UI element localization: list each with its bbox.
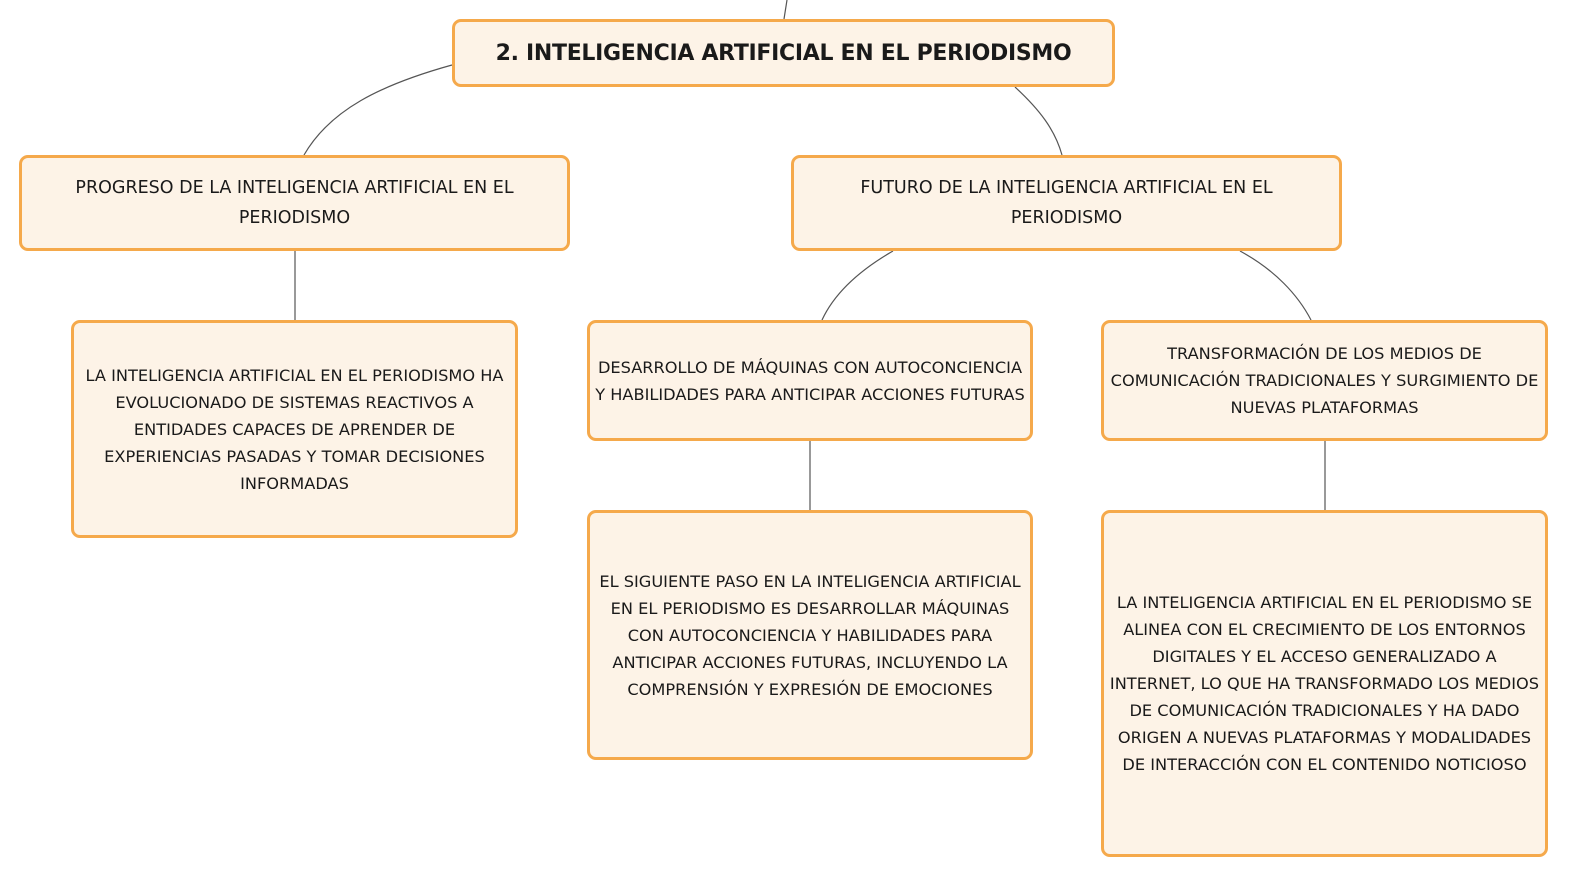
progress-detail-node[interactable] <box>71 320 518 538</box>
connector-parent-to-root <box>784 0 787 19</box>
connector-root-to-future <box>1015 87 1062 155</box>
root-node[interactable] <box>452 19 1115 87</box>
media-detail-node[interactable] <box>1101 510 1548 857</box>
machines-node[interactable] <box>587 320 1033 441</box>
future-node[interactable] <box>791 155 1342 251</box>
progress-detail-label: LA INTELIGENCIA ARTIFICIAL EN EL PERIODISMO HA EVOLUCIONADO DE SISTEMAS REACTIVOS A ENTIDADES CAPACES DE APRENDER DE EXPERIENCIAS PASADAS Y TOMAR DECISIONES INFORMADAS <box>85 365 504 493</box>
media-detail-label: LA INTELIGENCIA ARTIFICIAL EN EL PERIODISMO SE ALINEA CON EL CRECIMIENTO DE LOS ENTORNOS DIGITALES Y EL ACCESO GENERALIZADO A INTERNET, LO QUE HA TRANSFORMADO LOS MEDIOS DE COMUNICACIÓN TRADICIONALES Y HA DADO ORIGEN A NUEVAS PLATAFORMAS Y MODALIDADES DE INTERACCIÓN CON EL CONTENIDO NOTICIOSO <box>1109 593 1540 774</box>
connector-future-to-media <box>1240 251 1311 320</box>
media-node-label: TRANSFORMACIÓN DE LOS MEDIOS DE COMUNICACIÓN TRADICIONALES Y SURGIMIENTO DE NUEVAS PLATAFORMAS <box>1110 344 1539 417</box>
progress-node[interactable] <box>19 155 570 251</box>
machines-detail-node[interactable] <box>587 510 1033 760</box>
media-node[interactable] <box>1101 320 1548 441</box>
future-node-label: FUTURO DE LA INTELIGENCIA ARTIFICIAL EN EL PERIODISMO <box>860 178 1273 228</box>
connector-future-to-machines <box>822 251 893 320</box>
machines-detail-label: EL SIGUIENTE PASO EN LA INTELIGENCIA ARTIFICIAL EN EL PERIODISMO ES DESARROLLAR MÁQUINAS CON AUTOCONCIENCIA Y HABILIDADES PARA ANTICIPAR ACCIONES FUTURAS, INCLUYENDO LA COMPRENSIÓN Y EXPRESIÓN DE EMOCIONES <box>599 571 1021 699</box>
root-node-label: 2. INTELIGENCIA ARTIFICIAL EN EL PERIODISMO <box>495 40 1072 66</box>
connector-root-to-progress <box>304 65 452 155</box>
progress-node-label: PROGRESO DE LA INTELIGENCIA ARTIFICIAL EN EL PERIODISMO <box>75 178 514 228</box>
machines-node-label: DESARROLLO DE MÁQUINAS CON AUTOCONCIENCIA Y HABILIDADES PARA ANTICIPAR ACCIONES FUTURAS <box>595 357 1025 404</box>
